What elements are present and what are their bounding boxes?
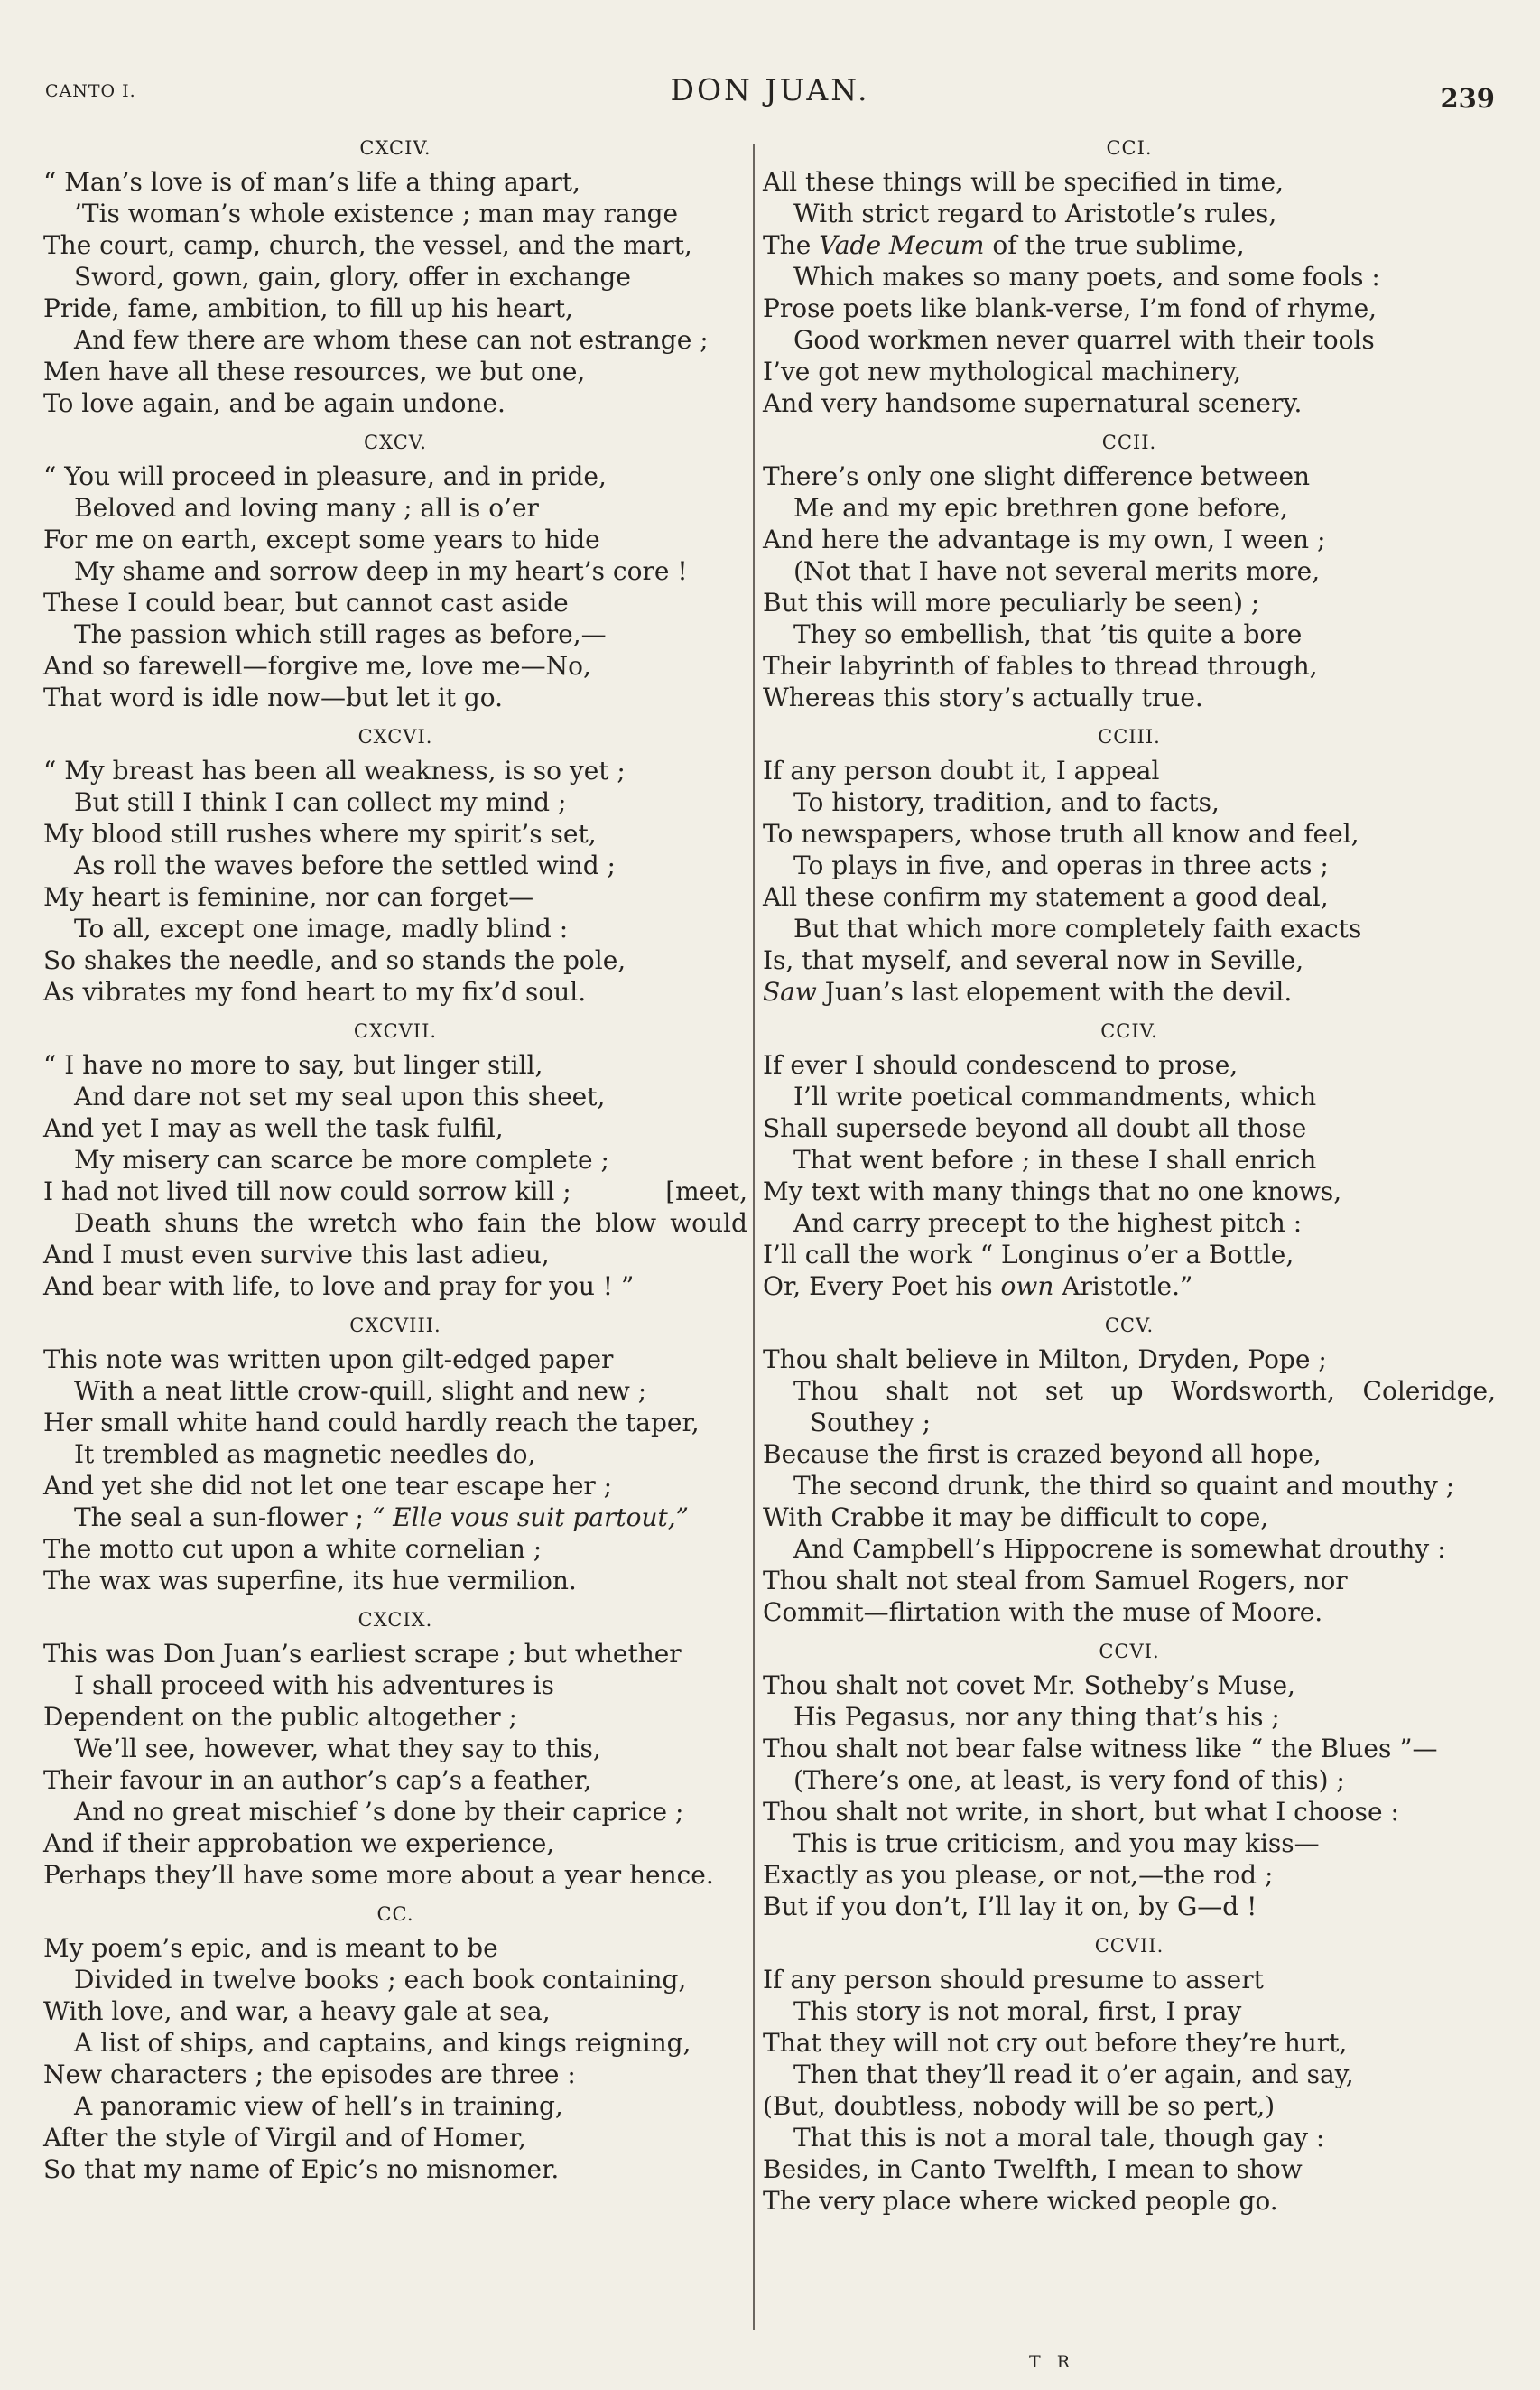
verse-line: Thou shalt believe in Milton, Dryden, Pope ; bbox=[763, 1344, 1327, 1374]
verse-line: To history, tradition, and to facts, bbox=[793, 787, 1220, 817]
verse-line: The seal a sun-flower ; “ Elle vous suit partout,” bbox=[74, 1502, 689, 1532]
verse-line: And I must even survive this last adieu, bbox=[43, 1240, 550, 1269]
verse-line: Because the first is crazed beyond all hope, bbox=[763, 1439, 1322, 1469]
stanza-numeral: CCIII. bbox=[1098, 726, 1161, 748]
verse-line: They so embellish, that ’tis quite a bore bbox=[793, 619, 1303, 649]
verse-line: Thou shalt not bear false witness like “ the Blues ”— bbox=[763, 1734, 1438, 1763]
verse-line: And Campbell’s Hippocrene is somewhat drouthy : bbox=[793, 1534, 1446, 1564]
verse-line: Perhaps they’ll have some more about a year hence. bbox=[43, 1860, 714, 1890]
verse-line: It trembled as magnetic needles do, bbox=[74, 1439, 536, 1469]
verse-line: New characters ; the episodes are three : bbox=[43, 2060, 576, 2089]
verse-line: That went before ; in these I shall enrich bbox=[793, 1145, 1317, 1175]
verse-line: And few there are whom these can not estrange ; bbox=[74, 325, 709, 355]
stanza-numeral: CCV. bbox=[1104, 1315, 1155, 1336]
stanza-numeral: CXCV. bbox=[364, 432, 427, 453]
verse-line: This story is not moral, first, I pray bbox=[793, 1996, 1242, 2026]
verse-line: I had not lived till now could sorrow kill ; [meet, bbox=[43, 1176, 747, 1206]
verse-line: But still I think I can collect my mind ; bbox=[74, 787, 567, 817]
stanza bbox=[763, 430, 1496, 713]
stanza bbox=[763, 1313, 1496, 1628]
verse-line: Divided in twelve books ; each book containing, bbox=[74, 1965, 687, 1995]
stanza-numeral: CXCIV. bbox=[359, 137, 431, 159]
verse-line: Then that they’ll read it o’er again, and say, bbox=[793, 2060, 1354, 2089]
verse-line: Shall supersede beyond all doubt all those bbox=[763, 1113, 1307, 1143]
italic-text: “ Elle vous suit partout,” bbox=[371, 1502, 689, 1532]
stanza-numeral: CC. bbox=[376, 1903, 414, 1925]
verse-line: That this is not a moral tale, though gay : bbox=[793, 2123, 1325, 2153]
stanza-numeral: CXCVI. bbox=[357, 726, 433, 748]
verse-line: With love, and war, a heavy gale at sea, bbox=[43, 1996, 551, 2026]
verse-line: Besides, in Canto Twelfth, I mean to show bbox=[763, 2154, 1303, 2184]
verse-line: Exactly as you please, or not,—the rod ; bbox=[763, 1860, 1274, 1890]
verse-line: Commit—flirtation with the muse of Moore. bbox=[763, 1597, 1323, 1627]
stanza-numeral: CCVI. bbox=[1099, 1641, 1160, 1662]
column-divider bbox=[753, 144, 755, 2330]
verse-line: My misery can scarce be more complete ; bbox=[74, 1145, 609, 1175]
italic-text: Saw bbox=[763, 977, 817, 1007]
turnover-fragment: [meet, bbox=[665, 1176, 747, 1206]
stanza bbox=[763, 135, 1496, 419]
verse-line: Thou shalt not steal from Samuel Rogers, nor bbox=[763, 1566, 1348, 1595]
verse-line: Thou shalt not write, in short, but what I choose : bbox=[763, 1797, 1399, 1827]
verse-line: The Vade Mecum of the true sublime, bbox=[763, 230, 1245, 260]
verse-line: Men have all these resources, we but one, bbox=[43, 357, 586, 386]
verse-line: And yet she did not let one tear escape her ; bbox=[43, 1471, 613, 1501]
verse-line: To love again, and be again undone. bbox=[43, 388, 506, 418]
verse-line: And so farewell—forgive me, love me—No, bbox=[43, 651, 591, 681]
running-head bbox=[45, 72, 1495, 117]
verse-line: The very place where wicked people go. bbox=[763, 2186, 1278, 2216]
verse-line: Is, that myself, and several now in Seville, bbox=[763, 945, 1304, 975]
verse-line: This is true criticism, and you may kiss— bbox=[793, 1828, 1320, 1858]
verse-line: And if their approbation we experience, bbox=[43, 1828, 555, 1858]
verse-line: With Crabbe it may be difficult to cope, bbox=[763, 1502, 1269, 1532]
italic-text: own bbox=[1000, 1271, 1054, 1301]
verse-line: All these things will be specified in time, bbox=[763, 167, 1285, 197]
verse-line: As vibrates my fond heart to my fix’d soul. bbox=[43, 977, 587, 1007]
verse-line: So shakes the needle, and so stands the pole, bbox=[43, 945, 626, 975]
stanza-numeral: CCII. bbox=[1101, 432, 1157, 453]
verse-line: If ever I should condescend to prose, bbox=[763, 1050, 1238, 1080]
verse-line: We’ll see, however, what they say to this, bbox=[74, 1734, 601, 1763]
stanza-numeral: CCIV. bbox=[1100, 1020, 1158, 1042]
verse-line: “ You will proceed in pleasure, and in pride, bbox=[43, 461, 607, 491]
verse-line: Death shuns the wretch who fain the blow would bbox=[74, 1208, 747, 1238]
verse-line: Whereas this story’s actually true. bbox=[763, 683, 1203, 712]
verse-line: I shall proceed with his adventures is bbox=[74, 1670, 554, 1700]
verse-line: My blood still rushes where my spirit’s set, bbox=[43, 819, 597, 849]
verse-line: My shame and sorrow deep in my heart’s core ! bbox=[74, 556, 688, 586]
verse-line: Pride, fame, ambition, to fill up his heart, bbox=[43, 293, 573, 323]
page-number: 239 bbox=[1440, 83, 1495, 114]
verse-line: I’ll call the work “ Longinus o’er a Bottle, bbox=[763, 1240, 1294, 1269]
verse-line: If any person doubt it, I appeal bbox=[763, 756, 1160, 786]
verse-line: After the style of Virgil and of Homer, bbox=[43, 2123, 527, 2153]
verse-line: This was Don Juan’s earliest scrape ; but whether bbox=[43, 1639, 682, 1669]
stanza-numeral: CXCVII. bbox=[353, 1020, 438, 1042]
verse-line: “ Man’s love is of man’s life a thing apart, bbox=[43, 167, 580, 197]
verse-line: The passion which still rages as before,— bbox=[74, 619, 607, 649]
verse-line: Dependent on the public altogether ; bbox=[43, 1702, 517, 1732]
verse-line: Their favour in an author’s cap’s a feather, bbox=[43, 1765, 592, 1795]
verse-line: And here the advantage is my own, I ween ; bbox=[763, 525, 1326, 554]
verse-line: My poem’s epic, and is meant to be bbox=[43, 1933, 498, 1963]
stanza-numeral: CXCIX. bbox=[357, 1609, 433, 1631]
stanza bbox=[763, 1933, 1496, 2217]
verse-line: But that which more completely faith exacts bbox=[793, 914, 1362, 944]
verse-line: That they will not cry out before they’re hurt, bbox=[763, 2028, 1348, 2058]
verse-line: And very handsome supernatural scenery. bbox=[763, 388, 1303, 418]
verse-line: ’Tis woman’s whole existence ; man may range bbox=[74, 199, 679, 228]
verse-line: The motto cut upon a white cornelian ; bbox=[43, 1534, 543, 1564]
stanza bbox=[43, 1902, 747, 2185]
verse-line: With a neat little crow-quill, slight and new ; bbox=[74, 1376, 647, 1406]
verse-line: “ My breast has been all weakness, is so yet ; bbox=[43, 756, 626, 786]
verse-line: A list of ships, and captains, and kings reigning, bbox=[74, 2028, 691, 2058]
verse-line: Their labyrinth of fables to thread through, bbox=[763, 651, 1318, 681]
left-column bbox=[43, 135, 747, 2185]
verse-line: All these confirm my statement a good deal, bbox=[763, 882, 1329, 912]
verse-line: Good workmen never quarrel with their tools bbox=[793, 325, 1375, 355]
verse-line: That word is idle now—but let it go. bbox=[43, 683, 504, 712]
verse-line: As roll the waves before the settled wind ; bbox=[74, 851, 616, 880]
verse-line: (Not that I have not several merits more, bbox=[793, 556, 1321, 586]
italic-text: Vade Mecum bbox=[819, 230, 985, 260]
stanza-numeral: CXCVIII. bbox=[349, 1315, 441, 1336]
verse-line: And carry precept to the highest pitch : bbox=[793, 1208, 1303, 1238]
stanza bbox=[43, 1018, 747, 1302]
verse-line: The wax was superfine, its hue vermilion. bbox=[43, 1566, 577, 1595]
stanza-numeral: CCVII. bbox=[1094, 1935, 1164, 1957]
canto-label: CANTO I. bbox=[45, 81, 136, 101]
verse-line: Thou shalt not set up Wordsworth, Coleridge, bbox=[793, 1376, 1496, 1406]
verse-line: Southey ; bbox=[810, 1408, 932, 1437]
verse-line: And no great mischief ’s done by their caprice ; bbox=[74, 1797, 684, 1827]
verse-line: I’ve got new mythological machinery, bbox=[763, 357, 1241, 386]
verse-line: Or, Every Poet his own Aristotle.” bbox=[763, 1271, 1193, 1301]
verse-line: My text with many things that no one knows, bbox=[763, 1176, 1342, 1206]
verse-line: The court, camp, church, the vessel, and the mart, bbox=[43, 230, 692, 260]
verse-line: Me and my epic brethren gone before, bbox=[793, 493, 1288, 523]
verse-line: With strict regard to Aristotle’s rules, bbox=[793, 199, 1277, 228]
stanza bbox=[43, 1313, 747, 1596]
verse-line: For me on earth, except some years to hide bbox=[43, 525, 600, 554]
stanza bbox=[43, 135, 747, 419]
verse-line: These I could bear, but cannot cast aside bbox=[43, 588, 569, 618]
verse-line: This note was written upon gilt-edged paper bbox=[43, 1344, 614, 1374]
verse-line: Her small white hand could hardly reach the taper, bbox=[43, 1408, 700, 1437]
verse-line: But if you don’t, I’ll lay it on, by G—d ! bbox=[763, 1892, 1257, 1921]
verse-line: And dare not set my seal upon this sheet, bbox=[74, 1082, 606, 1111]
page-title: DON JUAN. bbox=[670, 72, 870, 107]
stanza bbox=[43, 430, 747, 713]
stanza bbox=[763, 1639, 1496, 1922]
verse-line: My heart is feminine, nor can forget— bbox=[43, 882, 534, 912]
verse-line: Sword, gown, gain, glory, offer in exchange bbox=[74, 262, 631, 292]
stanza bbox=[763, 724, 1496, 1008]
stanza-numeral: CCI. bbox=[1106, 137, 1153, 159]
verse-line: I’ll write poetical commandments, which bbox=[793, 1082, 1317, 1111]
verse-line: (But, doubtless, nobody will be so pert,) bbox=[763, 2091, 1276, 2121]
verse-line: To plays in five, and operas in three acts ; bbox=[793, 851, 1329, 880]
printer-signature: T R bbox=[1029, 2352, 1076, 2372]
verse-line: And bear with life, to love and pray for you ! ” bbox=[43, 1271, 635, 1301]
verse-line: So that my name of Epic’s no misnomer. bbox=[43, 2154, 560, 2184]
verse-line: And yet I may as well the task fulfil, bbox=[43, 1113, 504, 1143]
verse-line: (There’s one, at least, is very fond of this) ; bbox=[793, 1765, 1345, 1795]
stanza bbox=[43, 724, 747, 1008]
right-column bbox=[763, 135, 1496, 2217]
verse-line: To all, except one image, madly blind : bbox=[74, 914, 569, 944]
stanza bbox=[763, 1018, 1496, 1302]
verse-line: Which makes so many poets, and some fools : bbox=[793, 262, 1380, 292]
verse-line: Thou shalt not covet Mr. Sotheby’s Muse, bbox=[763, 1670, 1295, 1700]
verse-line: Prose poets like blank-verse, I’m fond of rhyme, bbox=[763, 293, 1378, 323]
verse-line: To newspapers, whose truth all know and feel, bbox=[763, 819, 1359, 849]
verse-line: There’s only one slight difference between bbox=[763, 461, 1311, 491]
verse-line: But this will more peculiarly be seen) ; bbox=[763, 588, 1260, 618]
verse-line: The second drunk, the third so quaint and mouthy ; bbox=[793, 1471, 1455, 1501]
verse-line: Beloved and loving many ; all is o’er bbox=[74, 493, 539, 523]
verse-line: “ I have no more to say, but linger still, bbox=[43, 1050, 543, 1080]
verse-line: His Pegasus, nor any thing that’s his ; bbox=[793, 1702, 1280, 1732]
stanza bbox=[43, 1607, 747, 1891]
verse-line: Saw Juan’s last elopement with the devil. bbox=[763, 977, 1293, 1007]
verse-line: If any person should presume to assert bbox=[763, 1965, 1264, 1995]
verse-line: A panoramic view of hell’s in training, bbox=[74, 2091, 563, 2121]
